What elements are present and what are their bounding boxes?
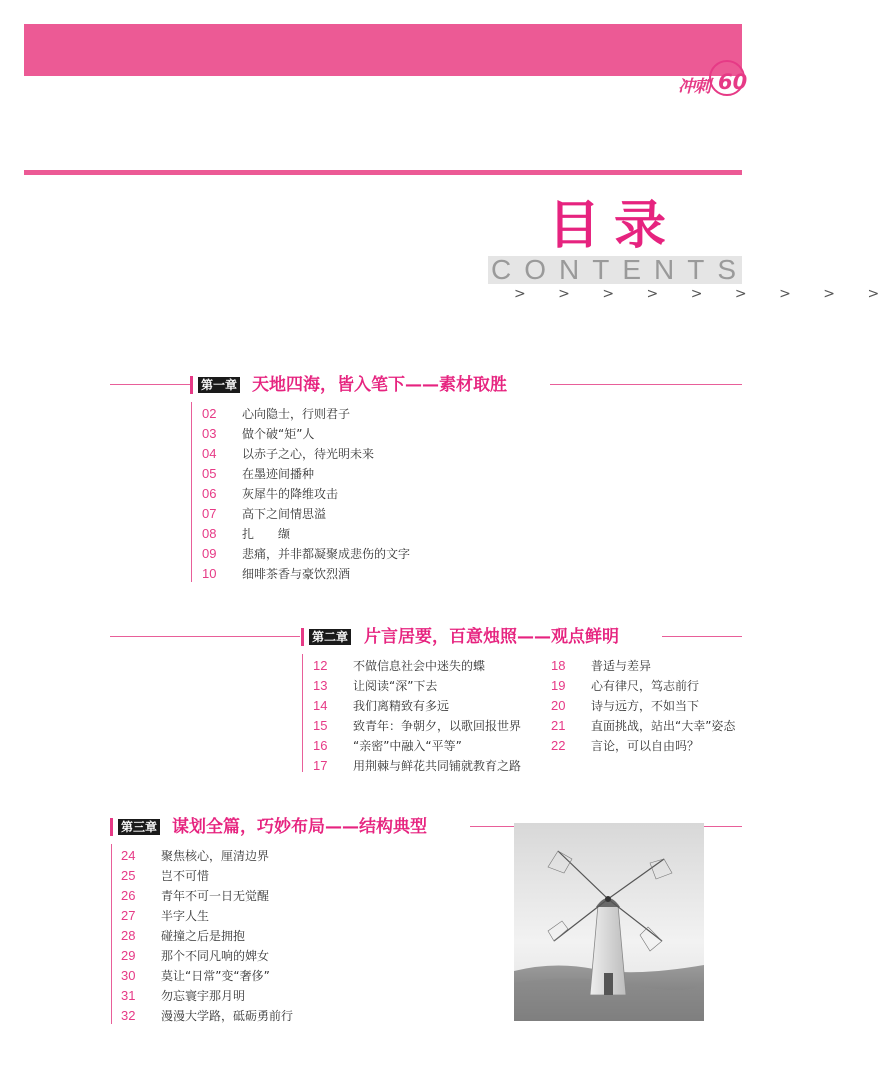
toc-page-number: 21	[551, 718, 566, 733]
toc-page-number: 29	[121, 948, 136, 963]
toc-entry-title: 在墨迹间播种	[242, 467, 315, 481]
toc-entry-22[interactable]	[551, 735, 735, 755]
toc-entry-title: 青年不可一日无觉醒	[161, 889, 270, 903]
toc-entry-title: 聚焦核心，厘清边界	[161, 849, 270, 863]
toc-page-number: 02	[202, 406, 217, 421]
toc-entry-title: 漫漫大学路，砥砺勇前行	[161, 1009, 294, 1023]
toc-page-number: 25	[121, 868, 136, 883]
toc-entry-24[interactable]	[121, 845, 293, 865]
toc-page-number: 17	[313, 758, 328, 773]
toc-page-number: 16	[313, 738, 328, 753]
toc-entry-title: 悲痛，并非都凝聚成悲伤的文字	[242, 547, 411, 561]
toc-page-number: 15	[313, 718, 328, 733]
toc-entry-title: 扎 缬	[242, 527, 291, 541]
toc-entry-title: 不做信息社会中迷失的蝶	[353, 659, 486, 673]
chapter-1-rule-left	[110, 384, 190, 385]
chapter-1-rule-right	[550, 384, 742, 385]
toc-entry-title: 我们离精致有多远	[353, 699, 450, 713]
chapter-2-marker	[301, 628, 304, 646]
chapter-3-list	[121, 845, 293, 1025]
chapter-1-list-rule	[191, 402, 192, 582]
chapter-2-title[interactable]: 片言居要，百意烛照——观点鲜明	[364, 627, 619, 647]
toc-page-number: 13	[313, 678, 328, 693]
toc-entry-title: “亲密”中融入“平等”	[353, 739, 462, 753]
toc-entry-18[interactable]	[551, 655, 735, 675]
toc-page-number: 26	[121, 888, 136, 903]
toc-entry-title: 灰犀牛的降维攻击	[242, 487, 339, 501]
toc-entry-27[interactable]	[121, 905, 293, 925]
toc-entry-07[interactable]	[202, 503, 410, 523]
toc-page-number: 30	[121, 968, 136, 983]
toc-entry-title: 那个不同凡响的婢女	[161, 949, 270, 963]
toc-entry-06[interactable]	[202, 483, 410, 503]
chapter-1-title[interactable]: 天地四海，皆入笔下——素材取胜	[252, 375, 507, 395]
chapter-2-list-left	[313, 655, 521, 775]
toc-entry-17[interactable]	[313, 755, 521, 775]
toc-entry-15[interactable]	[313, 715, 521, 735]
logo-number: 60	[718, 70, 748, 94]
toc-page-number: 27	[121, 908, 136, 923]
toc-entry-08[interactable]	[202, 523, 410, 543]
toc-entry-05[interactable]	[202, 463, 410, 483]
toc-entry-21[interactable]	[551, 715, 735, 735]
toc-entry-title: 高下之间情思溢	[242, 507, 327, 521]
toc-entry-title: 诗与远方，不如当下	[591, 699, 700, 713]
header-divider	[24, 170, 742, 175]
toc-entry-16[interactable]	[313, 735, 521, 755]
chapter-2-list-right	[551, 655, 735, 755]
toc-entry-title: 言论，可以自由吗？	[591, 739, 700, 753]
toc-entry-19[interactable]	[551, 675, 735, 695]
chapter-2-rule-left	[110, 636, 300, 637]
toc-page-number: 12	[313, 658, 328, 673]
toc-entry-02[interactable]	[202, 403, 410, 423]
toc-page-number: 32	[121, 1008, 136, 1023]
page-title: 目录	[548, 196, 681, 256]
toc-entry-26[interactable]	[121, 885, 293, 905]
chapter-1-marker	[190, 376, 193, 394]
windmill-photo	[514, 823, 704, 1021]
toc-page-number: 03	[202, 426, 217, 441]
toc-page-number: 05	[202, 466, 217, 481]
toc-page-number: 28	[121, 928, 136, 943]
toc-entry-title: 致青年：争朝夕，以歌回报世界	[353, 719, 522, 733]
brand-logo	[676, 54, 748, 104]
toc-page-number: 07	[202, 506, 217, 521]
toc-entry-14[interactable]	[313, 695, 521, 715]
chapter-3-list-rule	[111, 844, 112, 1024]
toc-page-number: 14	[313, 698, 328, 713]
toc-entry-title: 让阅读“深”下去	[353, 679, 438, 693]
toc-page-number: 09	[202, 546, 217, 561]
header-band	[24, 24, 742, 76]
toc-page-number: 04	[202, 446, 217, 461]
toc-entry-10[interactable]	[202, 563, 410, 583]
toc-entry-32[interactable]	[121, 1005, 293, 1025]
toc-page-number: 10	[202, 566, 217, 581]
toc-entry-title: 碰撞之后是拥抱	[161, 929, 246, 943]
toc-entry-31[interactable]	[121, 985, 293, 1005]
toc-page-number: 24	[121, 848, 136, 863]
toc-entry-20[interactable]	[551, 695, 735, 715]
toc-entry-title: 以赤子之心，待光明未来	[242, 447, 375, 461]
toc-entry-30[interactable]	[121, 965, 293, 985]
chapter-1-list	[202, 403, 410, 583]
toc-entry-29[interactable]	[121, 945, 293, 965]
toc-entry-13[interactable]	[313, 675, 521, 695]
toc-page-number: 08	[202, 526, 217, 541]
toc-page-number: 06	[202, 486, 217, 501]
page-subtitle: CONTENTS	[491, 254, 749, 285]
toc-entry-title: 半字人生	[161, 909, 210, 923]
toc-entry-title: 直面挑战，站出“大幸”姿态	[591, 719, 736, 733]
toc-page-number: 31	[121, 988, 136, 1003]
toc-entry-03[interactable]	[202, 423, 410, 443]
toc-entry-title: 用荆棘与鲜花共同铺就教育之路	[353, 759, 522, 773]
chapter-2-list-rule	[302, 654, 303, 772]
toc-entry-04[interactable]	[202, 443, 410, 463]
toc-entry-25[interactable]	[121, 865, 293, 885]
toc-entry-title: 岂不可惜	[161, 869, 210, 883]
chapter-2-rule-right	[662, 636, 742, 637]
toc-page-number: 20	[551, 698, 566, 713]
chapter-3-badge: 第三章	[118, 819, 160, 835]
chapter-3-title[interactable]: 谋划全篇，巧妙布局——结构典型	[172, 817, 427, 837]
toc-entry-title: 做个破“矩”人	[242, 427, 315, 441]
toc-entry-12[interactable]	[313, 655, 521, 675]
toc-page-number: 19	[551, 678, 566, 693]
toc-entry-title: 心向隐士，行则君子	[242, 407, 351, 421]
logo-text: 冲刺	[678, 77, 710, 97]
toc-page-number: 22	[551, 738, 566, 753]
chevron-row-icon: > > > > > > > > >	[514, 286, 893, 302]
chapter-3-marker	[110, 818, 113, 836]
toc-entry-title: 心有律尺，笃志前行	[591, 679, 700, 693]
chapter-1-badge: 第一章	[198, 377, 240, 393]
toc-entry-title: 普适与差异	[591, 659, 652, 673]
toc-page-number: 18	[551, 658, 566, 673]
toc-entry-09[interactable]	[202, 543, 410, 563]
toc-entry-title: 勿忘寰宇那月明	[161, 989, 246, 1003]
toc-entry-28[interactable]	[121, 925, 293, 945]
toc-entry-title: 莫让“日常”变“奢侈”	[161, 969, 270, 983]
toc-entry-title: 细啡茶香与豪饮烈酒	[242, 567, 351, 581]
chapter-2-badge: 第二章	[309, 629, 351, 645]
